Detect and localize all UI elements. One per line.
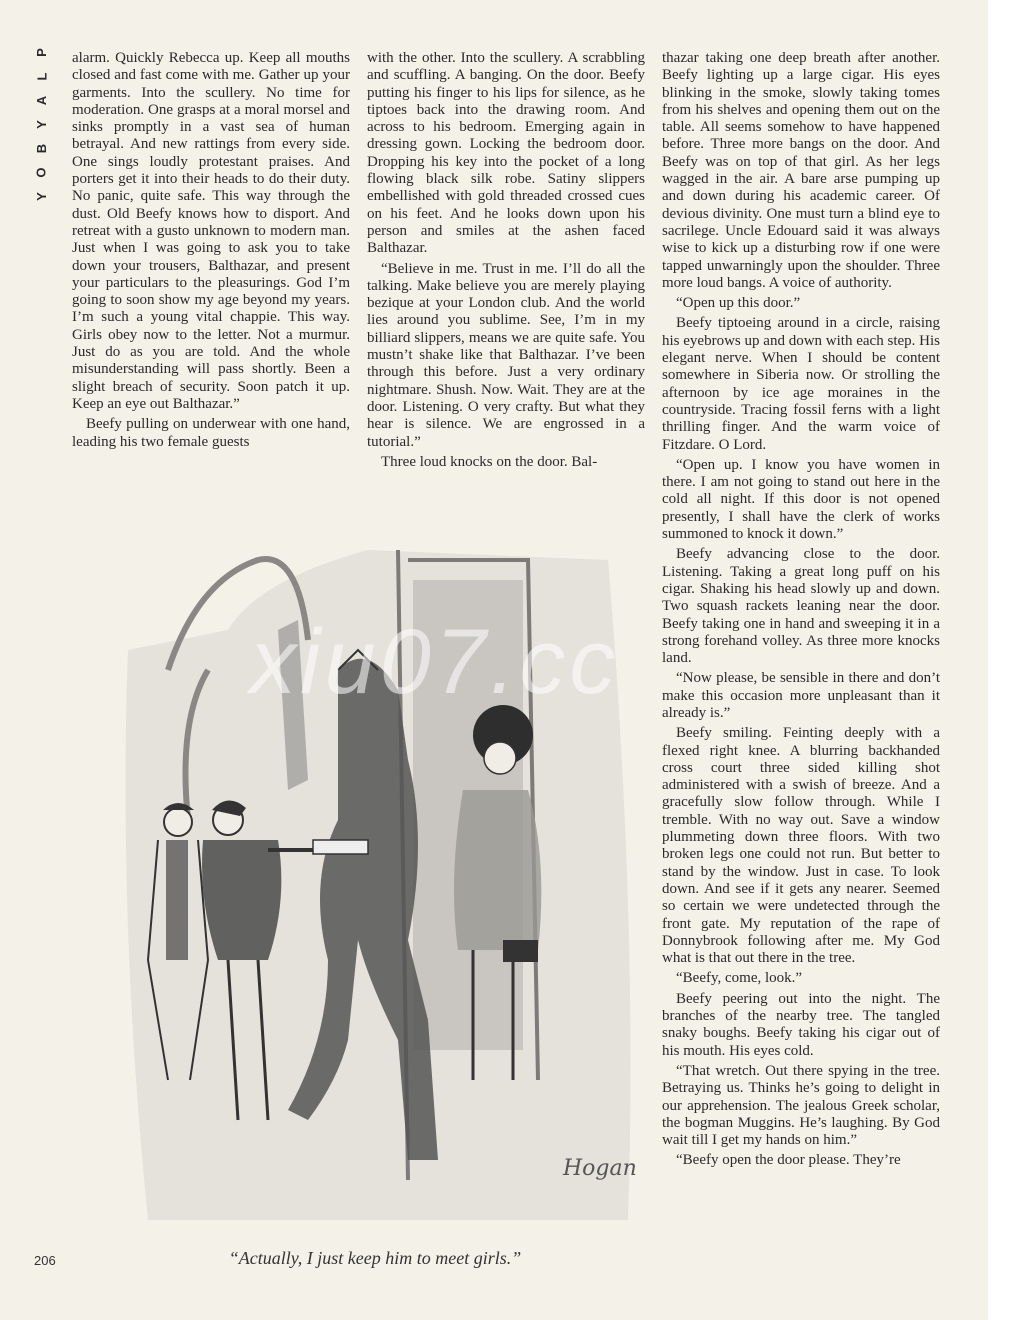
cartoon-illustration [108,520,638,1220]
paragraph: with the other. Into the scullery. A scrabbling and scuffling. A banging. On the door. Beefy putting his finger to his lips for silence, as he tiptoes back into the drawing room. And across to his bedroom. Emerging again in dressing gown. Locking the bedroom door. Dropping his key into the pocket of a long flowing black silk robe. Satiny slippers embellished with gold threaded crossed cues on his feet. And he looks down upon his person and smiles at the ashen faced Balthazar. [367,50,645,257]
cartoon-caption: “Actually, I just keep him to meet girls.” [228,1248,522,1268]
page-edge [988,0,1020,1320]
text-column-2 [367,50,645,474]
paragraph: Beefy tiptoeing around in a circle, raising his eyebrows up and down with each step. His elegant nerve. When I should be content somewhere in Siberia now. Or strolling the afternoon by ice age moraines in the countryside. Tracing fossil ferns with a light thrilling finger. And the warm voice of Fitzdare. O Lord. [662,315,940,453]
sidebar-letter: P [33,47,49,57]
sidebar-letter: Y [33,119,49,129]
paragraph: Beefy peering out into the night. The branches of the nearby tree. The tangled snaky boughs. Beefy taking his cigar out of his mouth. His eyes cold. [662,990,940,1059]
paragraph: “That wretch. Out there spying in the tree. Betraying us. Thinks he’s going to delight in our apprehension. The jealous Greek scholar, the bogman Muggins. He’s laughing. By God wait till I get my hands on him.” [662,1062,940,1149]
paragraph: Beefy smiling. Feinting deeply with a flexed right knee. A blurring backhanded cross court three sided killing shot administered with a swish of breeze. And a gracefully slow follow through. While I tremble. With no way out. Save a window plummeting down three floors. With two broken legs one could not run. But better to stand by the window. Just in case. To look down. And see if it gets any nearer. Seemed so certain we were undetected through the front gate. My reputation of the rape of Donnybrook following after me. My God what is that out there in the tree. [662,725,940,967]
paragraph: “Open up. I know you have women in there. I am not going to stand out here in the cold all night. If this door is not opened presently, I shall have the clerk of works summoned to knock it down.” [662,456,940,543]
paragraph: thazar taking one deep breath after another. Beefy lighting up a large cigar. His eyes blinking in the smoke, slowly taking tomes from his shelves and opening them out on the table. All seems somehow to have happened before. Three more bangs on the door. And Beefy was on top of that girl. As her legs wagged in the air. A bare arse pumping up and down during his academic career. Of devious divinity. One must turn a blind eye to sacrilege. Uncle Edouard said it was always wise to kick up a disturbing row if one were tapped unwarningly upon the shoulder. Three more loud bangs. A voice of authority. [662,50,940,291]
artist-signature: Hogan [563,1156,637,1181]
page-number: 206 [34,1253,56,1268]
paragraph: Beefy advancing close to the door. Listening. Taking a great long puff on his cigar. Shaking his head slowly up and down. Two squash rackets leaning near the door. Beefy taking one in hand and sweeping it in a strong forehand volley. As three more knocks land. [662,546,940,667]
magazine-sidebar-label [28,40,56,210]
watermark-overlay: xiu07.cc [250,611,620,713]
paragraph: “Beefy open the door please. They’re [676,1152,901,1169]
sidebar-letter: B [33,142,49,154]
sidebar-letter: L [33,71,49,81]
paragraph: “Believe in me. Trust in me. I’ll do all the talking. Make believe you are merely playing bezique at your London club. And the world lies around you sublime. See, I’m in my billiard slippers, means we are quite safe. You mustn’t shake like that Balthazar. I’ve been through this before. Just a very ordinary nightmare. Shush. Now. Wait. They are at the door. Listening. O very crafty. But what they hear is silence. We are engrossed in a tutorial.” [367,260,645,450]
paragraph: “Open up this door.” [676,295,801,312]
paragraph: alarm. Quickly Rebecca up. Keep all mouths closed and fast come with me. Gather up your garments. Into the scullery. No time for moderation. One grasps at a moral morsel and sinks promptly in a vast sea of human betrayal. And new rattings from every side. One sings loudly protestant praises. And porters get it into their heads to do their duty. No panic, quite safe. This way through the dust. Old Beefy knows how to disport. And retreat with a gusto unknown to modern man. Just when I was going to ask you to take down your trousers, Balthazar, and present your particulars to the pleasurings. God I’m going to soon show my age beyond my years. I’m such a young vital chappie. This way. Girls obey now to the letter. Not a murmur. Just do as you are told. And the whole misunderstanding will pass shortly. Been a slight breach of security. Soon patch it up. Keep an eye out Balthazar.” [72,50,350,412]
paragraph: “Now please, be sensible in there and don’t make this occasion more unpleasant than it already is.” [662,670,940,721]
text-column-1 [72,50,350,454]
sidebar-letter: Y [33,191,49,201]
paragraph: Beefy pulling on underwear with one hand, leading his two female guests [72,416,350,450]
paragraph: “Beefy, come, look.” [676,970,803,987]
sidebar-letter: O [34,166,49,178]
text-column-3 [662,50,940,1173]
paragraph: Three loud knocks on the door. Bal- [381,453,598,470]
sidebar-letter: A [33,94,49,106]
